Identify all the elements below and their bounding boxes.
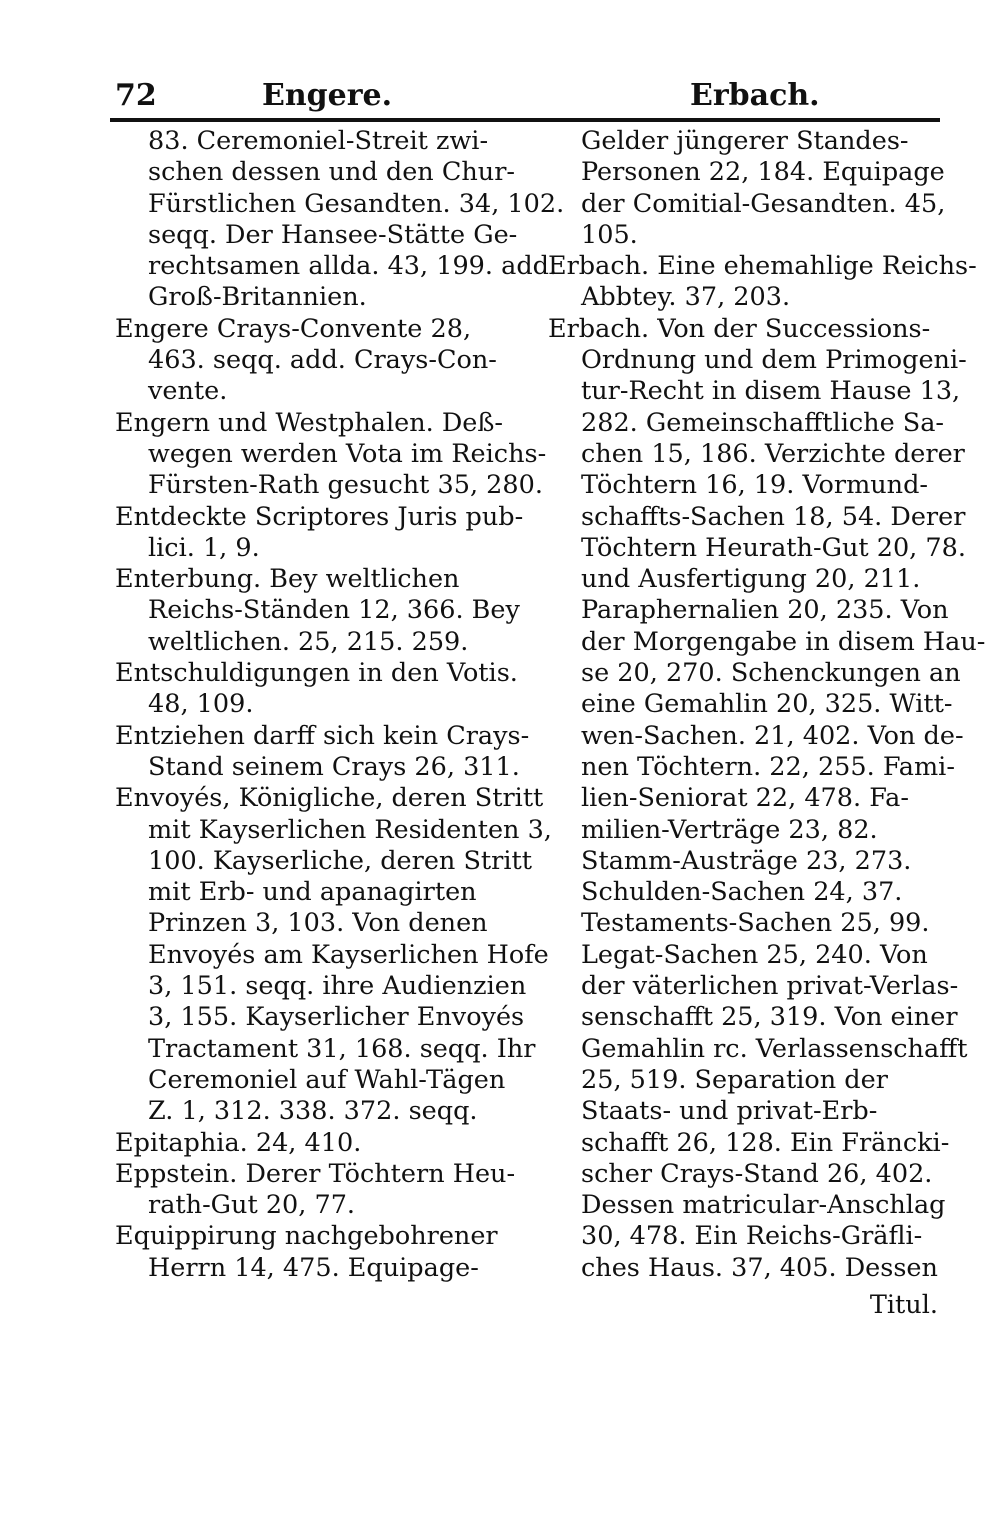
- text-line: 3, 155. Kayserlicher Envoyés: [148, 1002, 525, 1033]
- text-line: 105.: [581, 219, 638, 250]
- text-line: Fürsten-Rath gesucht 35, 280.: [148, 470, 543, 501]
- text-line: Personen 22, 184. Equipage: [581, 157, 945, 188]
- text-line: schafft 26, 128. Ein Fräncki-: [581, 1127, 950, 1158]
- text-line: lien-Seniorat 22, 478. Fa-: [581, 783, 910, 814]
- text-line: wen-Sachen. 21, 402. Von de-: [581, 720, 964, 751]
- left-running-head: Engere.: [262, 78, 393, 113]
- text-line: Stamm-Austräge 23, 273.: [581, 845, 912, 876]
- text-line: Reichs-Ständen 12, 366. Bey: [148, 595, 520, 626]
- text-line: der Comitial-Gesandten. 45,: [581, 188, 946, 219]
- text-line: ches Haus. 37, 405. Dessen: [581, 1252, 938, 1283]
- text-line: Eppstein. Derer Töchtern Heu-: [115, 1158, 516, 1189]
- text-line: milien-Verträge 23, 82.: [581, 814, 878, 845]
- text-line: 100. Kayserliche, deren Stritt: [148, 845, 533, 876]
- text-line: rechtsamen allda. 43, 199. add.: [148, 251, 558, 282]
- text-line: Ordnung und dem Primogeni-: [581, 345, 967, 376]
- text-line: 3, 151. seqq. ihre Audienzien: [148, 971, 527, 1002]
- text-line: weltlichen. 25, 215. 259.: [148, 626, 469, 657]
- text-line: Entschuldigungen in den Votis.: [115, 658, 518, 689]
- text-line: Testaments-Sachen 25, 99.: [581, 908, 930, 939]
- text-line: se 20, 270. Schenckungen an: [581, 658, 961, 689]
- text-line: vente.: [148, 376, 228, 407]
- text-line: rath-Gut 20, 77.: [148, 1190, 356, 1221]
- right-running-head: Erbach.: [690, 78, 820, 113]
- text-line: Stand seinem Crays 26, 311.: [148, 751, 520, 782]
- left-column: [115, 126, 565, 1284]
- text-line: chen 15, 186. Verzichte derer: [581, 438, 965, 469]
- catchword: Titul.: [869, 1290, 938, 1320]
- text-line: eine Gemahlin 20, 325. Witt-: [581, 689, 953, 720]
- text-line: 282. Gemeinschafftliche Sa-: [581, 407, 945, 438]
- text-line: Prinzen 3, 103. Von denen: [148, 908, 488, 939]
- text-line: Erbach. Von der Successions-: [548, 313, 931, 344]
- text-line: Töchtern 16, 19. Vormund-: [581, 470, 929, 501]
- text-line: Entziehen darff sich kein Crays-: [115, 720, 530, 751]
- text-line: 30, 478. Ein Reichs-Gräfli-: [581, 1221, 923, 1252]
- text-line: mit Erb- und apanagirten: [148, 877, 477, 908]
- text-line: Tractament 31, 168. seqq. Ihr: [148, 1033, 536, 1064]
- text-line: Erbach. Eine ehemahlige Reichs-: [548, 251, 977, 282]
- text-line: Staats- und privat-Erb-: [581, 1096, 878, 1127]
- text-line: senschafft 25, 319. Von einer: [581, 1002, 958, 1033]
- text-line: scher Crays-Stand 26, 402.: [581, 1158, 933, 1189]
- text-line: Herrn 14, 475. Equipage-: [148, 1252, 479, 1283]
- text-line: nen Töchtern. 22, 255. Fami-: [581, 751, 955, 782]
- text-line: Groß-Britannien.: [148, 282, 367, 313]
- text-line: Envoyés, Königliche, deren Stritt: [115, 783, 544, 814]
- text-line: Engern und Westphalen. Deß-: [115, 407, 504, 438]
- text-line: Gemahlin rc. Verlassenschafft: [581, 1033, 968, 1064]
- text-line: Paraphernalien 20, 235. Von: [581, 595, 949, 626]
- text-line: Enterbung. Bey weltlichen: [115, 564, 460, 595]
- text-line: schaffts-Sachen 18, 54. Derer: [581, 501, 966, 532]
- text-line: Engere Crays-Convente 28,: [115, 313, 472, 344]
- text-line: Equippirung nachgebohrener: [115, 1221, 498, 1252]
- text-line: 463. seqq. add. Crays-Con-: [148, 345, 497, 376]
- text-line: der Morgengabe in disem Hau-: [581, 626, 986, 657]
- text-line: Ceremoniel auf Wahl-Tägen: [148, 1064, 506, 1095]
- text-line: lici. 1, 9.: [148, 532, 260, 563]
- running-header: [0, 70, 1000, 120]
- text-line: Schulden-Sachen 24, 37.: [581, 877, 903, 908]
- text-line: Gelder jüngerer Standes-: [581, 126, 909, 156]
- text-line: Epitaphia. 24, 410.: [115, 1127, 362, 1158]
- text-line: 25, 519. Separation der: [581, 1064, 888, 1095]
- text-line: Töchtern Heurath-Gut 20, 78.: [581, 532, 966, 563]
- header-rule: [110, 118, 940, 122]
- text-line: wegen werden Vota im Reichs-: [148, 438, 547, 469]
- text-line: seqq. Der Hansee-Stätte Ge-: [148, 219, 518, 250]
- text-line: Fürstlichen Gesandten. 34, 102.: [148, 188, 565, 219]
- text-line: der väterlichen privat-Verlas-: [581, 971, 959, 1002]
- text-line: tur-Recht in disem Hause 13,: [581, 376, 961, 407]
- text-line: Envoyés am Kayserlichen Hofe: [148, 939, 549, 970]
- text-line: Legat-Sachen 25, 240. Von: [581, 939, 928, 970]
- text-line: Abbtey. 37, 203.: [581, 282, 791, 313]
- text-line: schen dessen und den Chur-: [148, 157, 515, 188]
- text-line: 48, 109.: [148, 689, 254, 720]
- catchword-block: [548, 1290, 938, 1321]
- text-line: und Ausfertigung 20, 211.: [581, 564, 921, 595]
- text-line: Dessen matricular-Anschlag: [581, 1190, 946, 1221]
- page-number: 72: [115, 78, 157, 113]
- text-line: Entdeckte Scriptores Juris pub-: [115, 501, 524, 532]
- right-column: [548, 126, 986, 1284]
- text-line: mit Kayserlichen Residenten 3,: [148, 814, 552, 845]
- text-line: Z. 1, 312. 338. 372. seqq.: [148, 1096, 478, 1127]
- text-line: 83. Ceremoniel-Streit zwi-: [148, 126, 489, 156]
